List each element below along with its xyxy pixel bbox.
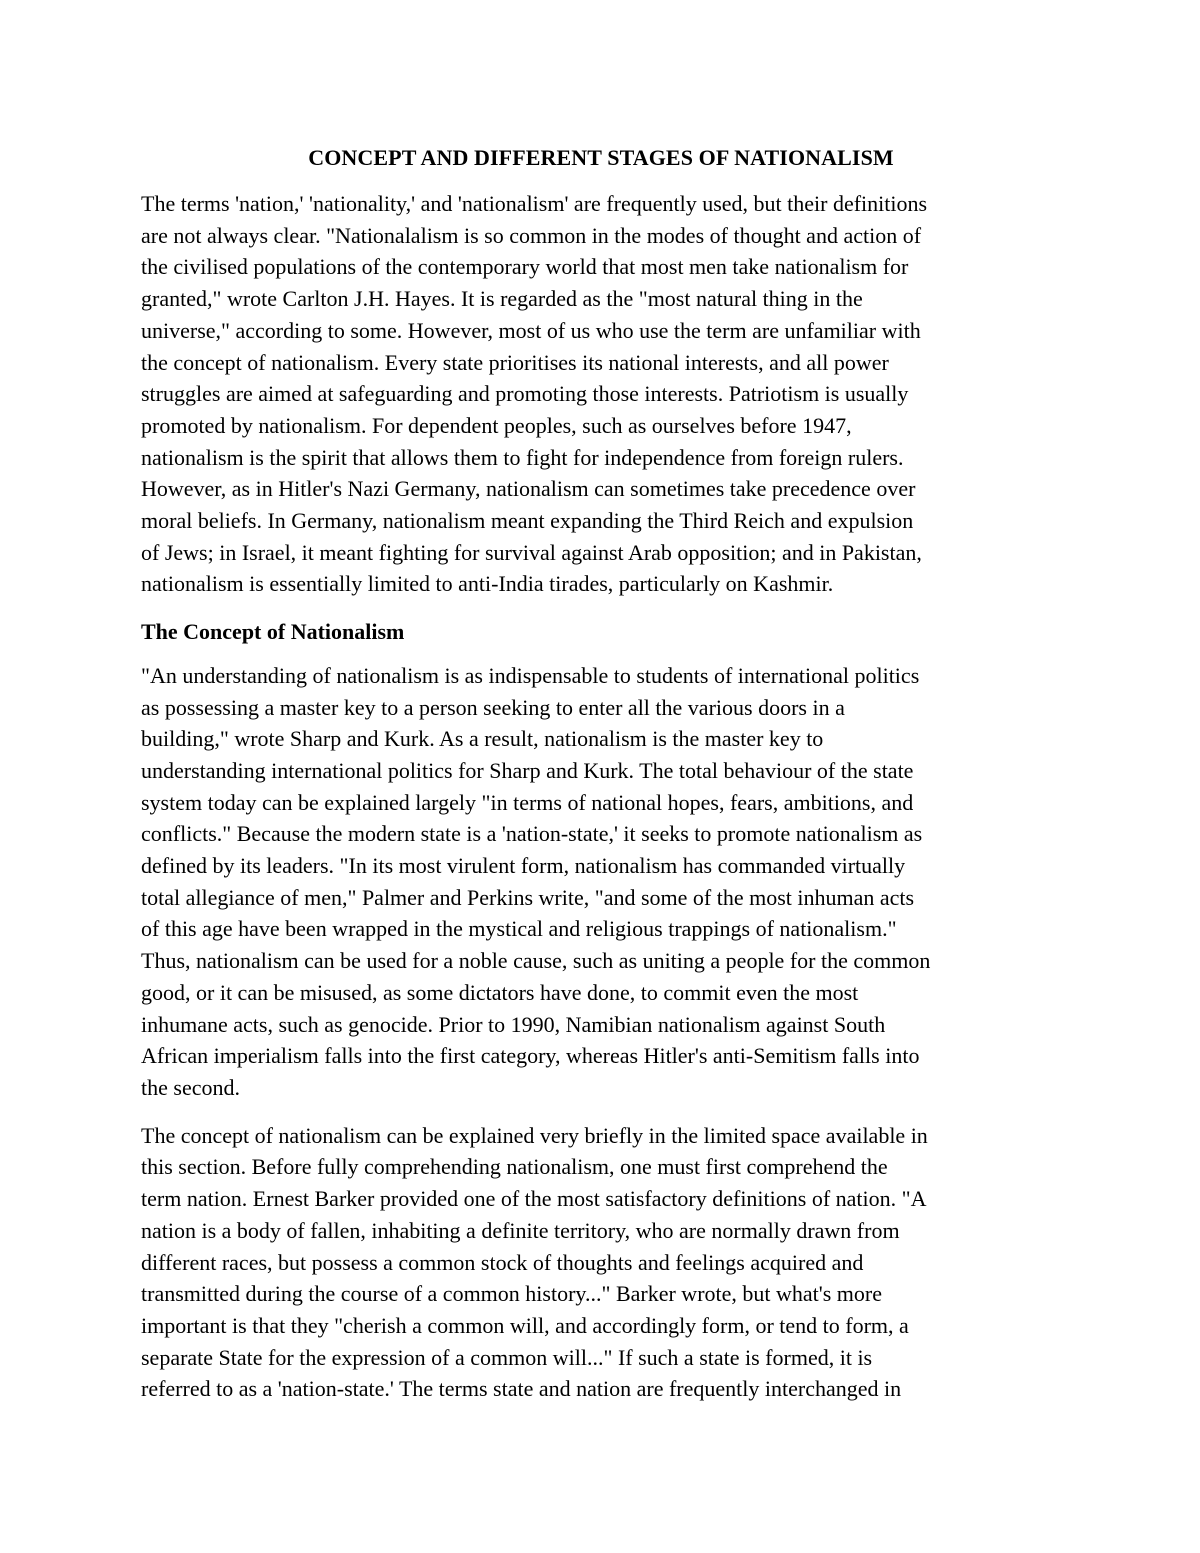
- text-line: inhumane acts, such as genocide. Prior to 1990, Namibian nationalism against South: [141, 1011, 886, 1037]
- text-line: different races, but possess a common stock of thoughts and feelings acquired and: [141, 1249, 864, 1275]
- section-heading: The Concept of Nationalism: [141, 619, 405, 645]
- text-line: referred to as a 'nation-state.' The terms state and nation are frequently interchanged in: [141, 1376, 902, 1402]
- text-line: Thus, nationalism can be used for a noble cause, such as uniting a people for the common: [141, 948, 931, 974]
- text-line: total allegiance of men," Palmer and Perkins write, "and some of the most inhuman acts: [141, 884, 915, 910]
- text-line: struggles are aimed at safeguarding and promoting those interests. Patriotism is usually: [141, 381, 909, 407]
- text-line: However, as in Hitler's Nazi Germany, nationalism can sometimes take precedence over: [141, 476, 916, 502]
- text-line: understanding international politics for Sharp and Kurk. The total behaviour of the state: [141, 757, 914, 783]
- text-line: separate State for the expression of a common will..." If such a state is formed, it is: [141, 1344, 873, 1370]
- text-line: granted," wrote Carlton J.H. Hayes. It is regarded as the "most natural thing in the: [141, 286, 863, 312]
- text-line: promoted by nationalism. For dependent peoples, such as ourselves before 1947,: [141, 412, 852, 438]
- text-line: universe," according to some. However, most of us who use the term are unfamiliar with: [141, 317, 921, 343]
- text-line: of Jews; in Israel, it meant fighting for survival against Arab opposition; and in Pakistan,: [141, 539, 922, 565]
- text-line: important is that they "cherish a common will, and accordingly form, or tend to form, a: [141, 1312, 909, 1338]
- text-line: The terms 'nation,' 'nationality,' and 'nationalism' are frequently used, but their definitions: [141, 191, 928, 216]
- text-line: conflicts." Because the modern state is a 'nation-state,' it seeks to promote nationalism as: [141, 821, 923, 847]
- text-line: term nation. Ernest Barker provided one of the most satisfactory definitions of nation. "A: [141, 1186, 927, 1212]
- text-line: nationalism is the spirit that allows them to fight for independence from foreign rulers.: [141, 444, 904, 470]
- text-line: the civilised populations of the contemporary world that most men take nationalism for: [141, 254, 909, 280]
- text-line: this section. Before fully comprehending nationalism, one must first comprehend the: [141, 1154, 888, 1180]
- text-line: nationalism is essentially limited to anti-India tirades, particularly on Kashmir.: [141, 571, 834, 597]
- text-line: "An understanding of nationalism is as indispensable to students of international politics: [141, 662, 920, 688]
- paragraph-nation-definition: [141, 1120, 1061, 1405]
- text-line: defined by its leaders. "In its most virulent form, nationalism has commanded virtually: [141, 853, 906, 879]
- text-line: building," wrote Sharp and Kurk. As a result, nationalism is the master key to: [141, 726, 824, 752]
- text-line: African imperialism falls into the first category, whereas Hitler's anti-Semitism falls into: [141, 1043, 920, 1069]
- paragraph-intro: [141, 188, 1061, 600]
- text-line: are not always clear. "Nationalalism is so common in the modes of thought and action of: [141, 222, 922, 248]
- document-body: [141, 142, 1061, 1421]
- text-line: moral beliefs. In Germany, nationalism meant expanding the Third Reich and expulsion: [141, 508, 914, 534]
- text-line: nation is a body of fallen, inhabiting a definite territory, who are normally drawn from: [141, 1217, 900, 1243]
- text-line: good, or it can be misused, as some dictators have done, to commit even the most: [141, 979, 859, 1005]
- text-line: The concept of nationalism can be explained very briefly in the limited space available in: [141, 1122, 928, 1148]
- text-line: as possessing a master key to a person seeking to enter all the various doors in a: [141, 694, 845, 720]
- document-title: CONCEPT AND DIFFERENT STAGES OF NATIONALISM: [308, 145, 894, 170]
- text-line: transmitted during the course of a common history..." Barker wrote, but what's more: [141, 1281, 883, 1307]
- text-line: the second.: [141, 1074, 240, 1100]
- text-line: system today can be explained largely "in terms of national hopes, fears, ambitions, and: [141, 789, 914, 815]
- text-line: the concept of nationalism. Every state prioritises its national interests, and all power: [141, 349, 889, 375]
- paragraph-concept: [141, 660, 1061, 1104]
- text-line: of this age have been wrapped in the mystical and religious trappings of nationalism.": [141, 916, 897, 942]
